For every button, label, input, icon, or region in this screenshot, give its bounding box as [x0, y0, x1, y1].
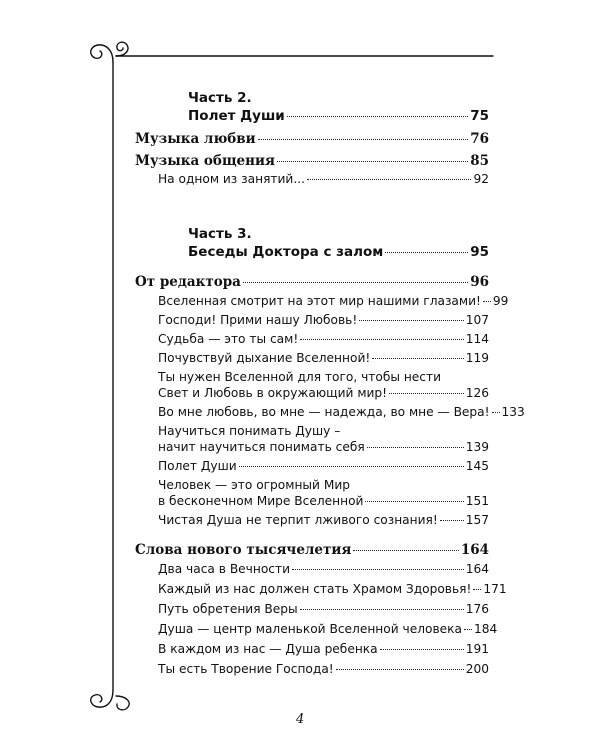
toc-item[interactable]: [158, 440, 489, 454]
part3-title: Беседы Доктора с залом: [188, 244, 384, 260]
toc-item[interactable]: [158, 351, 489, 365]
toc-item-line1: Научиться понимать Душу –: [158, 424, 341, 438]
toc-item[interactable]: [158, 386, 489, 400]
toc-item[interactable]: [158, 405, 525, 419]
leader-dots: [307, 179, 472, 180]
item-page: 107: [465, 313, 489, 327]
leader-dots: [243, 282, 468, 283]
item-title: в бесконечном Мире Вселенной: [158, 494, 364, 508]
leader-dots: [277, 161, 468, 162]
toc-item[interactable]: [158, 622, 498, 636]
leader-dots: [300, 609, 464, 610]
toc-section-slova-novogo-tysyacheletiya[interactable]: [135, 542, 489, 558]
leader-dots: [492, 412, 500, 413]
section-title: Слова нового тысячелетия: [135, 542, 352, 558]
leader-dots: [365, 501, 463, 502]
section-page: 96: [470, 274, 489, 290]
section-title: Музыка общения: [135, 153, 276, 169]
item-page: 133: [501, 405, 525, 419]
item-title: Каждый из нас должен стать Храмом Здоровья!: [158, 582, 472, 596]
toc-entry-part3[interactable]: [188, 244, 489, 260]
item-page: 114: [465, 332, 489, 346]
leader-dots: [440, 520, 464, 521]
item-page: 191: [465, 642, 489, 656]
leader-dots: [353, 550, 458, 551]
item-page: 139: [465, 440, 489, 454]
toc-item[interactable]: [158, 642, 489, 656]
toc-item-line1: Человек — это огромный Мир: [158, 478, 351, 492]
toc-item-line1: Ты нужен Вселенной для того, чтобы нести: [158, 370, 442, 384]
leader-dots: [389, 393, 464, 394]
toc-item[interactable]: [158, 172, 489, 186]
item-title: Во мне любовь, во мне — надежда, во мне — Вера!: [158, 405, 490, 419]
item-page: 99: [492, 294, 509, 308]
toc-item[interactable]: [158, 494, 489, 508]
section-page: 164: [460, 542, 489, 558]
top-left-flourish: [91, 42, 128, 62]
item-title: Чистая Душа не терпит лживого сознания!: [158, 513, 438, 527]
part2-page: 75: [470, 108, 489, 124]
leader-dots: [300, 339, 464, 340]
toc-item[interactable]: [158, 662, 489, 676]
section-title: Музыка любви: [135, 131, 256, 147]
item-title: Полет Души: [158, 459, 237, 473]
item-page: 184: [473, 622, 498, 636]
item-title: Вселенная смотрит на этот мир нашими глазами!: [158, 294, 481, 308]
toc-item[interactable]: [158, 582, 507, 596]
leader-dots: [359, 320, 463, 321]
toc-item[interactable]: [158, 513, 489, 527]
item-title: Почувствуй дыхание Вселенной!: [158, 351, 371, 365]
item-title: начит научиться понимать себя: [158, 440, 365, 454]
section-title: От редактора: [135, 274, 241, 290]
leader-dots: [292, 569, 464, 570]
item-title: Душа — центр маленькой Вселенной человека: [158, 622, 462, 636]
item-title: Путь обретения Веры: [158, 602, 298, 616]
leader-dots: [380, 649, 464, 650]
toc-section-muzyka-lyubvi[interactable]: [135, 131, 489, 147]
leader-dots: [473, 589, 481, 590]
item-title: В каждом из нас — Душа ребенка: [158, 642, 378, 656]
leader-dots: [287, 116, 468, 117]
item-title: Два часа в Вечности: [158, 562, 291, 576]
item-page: 92: [473, 172, 489, 186]
part2-title: Полет Души: [188, 108, 285, 124]
leader-dots: [372, 358, 463, 359]
page-number: 4: [296, 712, 305, 727]
section-page: 85: [470, 153, 489, 169]
toc-item[interactable]: [158, 313, 489, 327]
toc-item[interactable]: [158, 459, 489, 473]
leader-dots: [367, 447, 464, 448]
part2-label: Часть 2.: [188, 90, 252, 106]
bottom-left-flourish: [91, 690, 130, 710]
toc-section-muzyka-obshcheniya[interactable]: [135, 153, 489, 169]
item-page: 200: [465, 662, 489, 676]
leader-dots: [385, 252, 468, 253]
leader-dots: [483, 301, 491, 302]
item-page: 119: [465, 351, 489, 365]
section-page: 76: [470, 131, 489, 147]
leader-dots: [336, 669, 464, 670]
toc-item[interactable]: [158, 294, 509, 308]
item-page: 157: [465, 513, 489, 527]
item-page: 164: [465, 562, 489, 576]
toc-item[interactable]: [158, 602, 489, 616]
part3-page: 95: [470, 244, 489, 260]
item-title: Свет и Любовь в окружающий мир!: [158, 386, 388, 400]
item-page: 126: [465, 386, 489, 400]
toc-item[interactable]: [158, 562, 489, 576]
item-title: На одном из занятий...: [158, 172, 305, 186]
toc-section-ot-redaktora[interactable]: [135, 274, 489, 290]
toc-item[interactable]: [158, 332, 489, 346]
item-page: 171: [483, 582, 507, 596]
leader-dots: [258, 139, 469, 140]
leader-dots: [464, 629, 472, 630]
toc-entry-part2[interactable]: [188, 108, 489, 124]
item-title: Ты есть Творение Господа!: [158, 662, 334, 676]
item-title: Господи! Прими нашу Любовь!: [158, 313, 358, 327]
item-page: 145: [465, 459, 489, 473]
leader-dots: [239, 466, 464, 467]
item-page: 176: [465, 602, 489, 616]
item-page: 151: [465, 494, 489, 508]
item-title: Судьба — это ты сам!: [158, 332, 299, 346]
part3-label: Часть 3.: [188, 226, 252, 242]
